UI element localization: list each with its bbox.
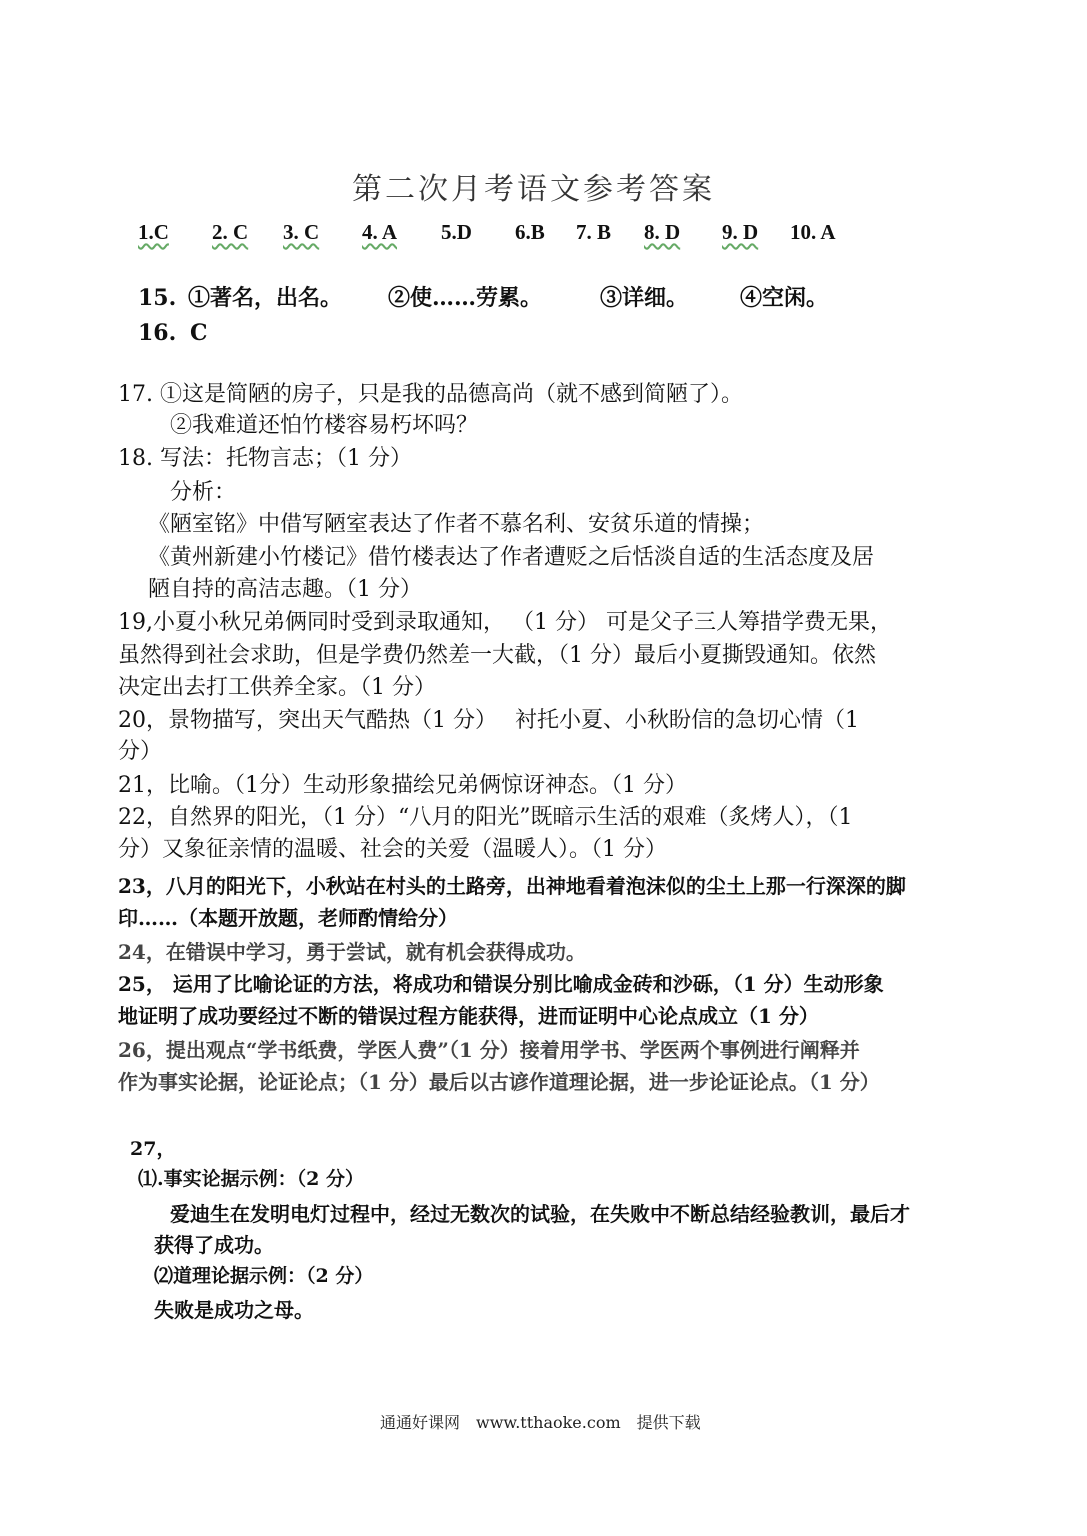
answer-18-line-3: 《陋室铭》中借写陋室表达了作者不慕名利、安贫乐道的情操； — [148, 512, 765, 537]
answer-18-line-4: 《黄州新建小竹楼记》借竹楼表达了作者遭贬之后恬淡自适的生活态度及居 — [148, 545, 875, 570]
answer-22-line-1: 22，自然界的阳光，（1 分）“八月的阳光”既暗示生活的艰难（炙烤人），（1 — [118, 805, 853, 830]
answer-17-line-1: 17. ①这是简陋的房子，只是我的品德高尚（就不感到简陋了）。 — [118, 382, 743, 407]
answer-18-line-5: 陋自持的高洁志趣。（1 分） — [148, 577, 422, 602]
mc-answer-2: 2. C — [212, 220, 249, 244]
answer-18-line-1: 18. 写法：托物言志；（1 分） — [118, 446, 412, 471]
answer-19-line-1: 19,小夏小秋兄弟俩同时受到录取通知， （1 分） 可是父子三人筹措学费无果， — [118, 610, 892, 635]
answer-15-item-4: ④空闲。 — [740, 285, 829, 311]
mc-answer-6: 6.B — [515, 220, 545, 244]
answer-27-part1-line-1: 爱迪生在发明电灯过程中，经过无数次的试验，在失败中不断总结经验教训，最后才 — [170, 1202, 910, 1226]
answer-27-part1-line-2: 获得了成功。 — [154, 1233, 274, 1257]
answer-16-number: 16. — [138, 320, 177, 346]
mc-answer-10: 10. A — [790, 220, 836, 244]
answer-18-line-2: 分析： — [170, 480, 237, 505]
answer-27-part1-label: ⑴.事实论据示例：（2 分） — [138, 1168, 364, 1190]
footer-credit: 通通好课网 www.tthaoke.com 提供下载 — [380, 1413, 701, 1432]
answer-15-number: 15. — [138, 285, 177, 311]
mc-answer-1: 1.C — [138, 220, 169, 244]
mc-answer-8: 8. D — [644, 220, 681, 244]
answer-26-line-2: 作为事实论据，论证论点；（1 分）最后以古谚作道理论据，进一步论证论点。（1 分） — [118, 1070, 880, 1094]
answer-15-item-2: ②使……劳累。 — [388, 285, 543, 311]
answer-24: 24，在错误中学习，勇于尝试，就有机会获得成功。 — [118, 940, 586, 964]
answer-23-line-2: 印……（本题开放题，老师酌情给分） — [118, 906, 458, 930]
answer-25-line-2: 地证明了成功要经过不断的错误过程方能获得，进而证明中心论点成立（1 分） — [118, 1004, 819, 1028]
answer-16-choice: C — [190, 320, 208, 346]
answer-19-line-3: 决定出去打工供养全家。（1 分） — [118, 675, 436, 700]
answer-25-line-1: 25， 运用了比喻论证的方法，将成功和错误分别比喻成金砖和沙砾，（1 分）生动形象 — [118, 972, 884, 996]
answer-26-line-1: 26，提出观点“学书纸费，学医人费”（1 分）接着用学书、学医两个事例进行阐释并 — [118, 1038, 860, 1062]
answer-15-item-1: ①著名，出名。 — [188, 285, 343, 311]
answer-22-line-2: 分）又象征亲情的温暖、社会的关爱（温暖人）。（1 分） — [118, 837, 667, 862]
answer-23-line-1: 23，八月的阳光下，小秋站在村头的土路旁，出神地看着泡沫似的尘土上那一行深深的脚 — [118, 874, 906, 898]
mc-answer-7: 7. B — [576, 220, 612, 244]
answer-21: 21，比喻。（1分）生动形象描绘兄弟俩惊讶神态。（1 分） — [118, 773, 687, 798]
answer-17-line-2: ②我难道还怕竹楼容易朽坏吗？ — [170, 413, 479, 438]
mc-answer-9: 9. D — [722, 220, 759, 244]
page-title: 第二次月考语文参考答案 — [352, 172, 715, 207]
answer-20-line-2: 分） — [118, 739, 163, 764]
answer-15-item-3: ③详细。 — [600, 285, 689, 311]
answer-27-part2-text: 失败是成功之母。 — [154, 1298, 314, 1322]
answer-27-part2-label: ⑵道理论据示例：（2 分） — [154, 1265, 374, 1287]
mc-answer-4: 4. A — [362, 220, 398, 244]
mc-answer-3: 3. C — [283, 220, 320, 244]
mc-answer-5: 5.D — [441, 220, 472, 244]
answer-19-line-2: 虽然得到社会求助，但是学费仍然差一大截，（1 分）最后小夏撕毁通知。依然 — [118, 643, 876, 668]
answer-20-line-1: 20，景物描写，突出天气酷热（1 分） 衬托小夏、小秋盼信的急切心情（1 — [118, 708, 859, 733]
answer-27-number: 27， — [130, 1138, 176, 1160]
